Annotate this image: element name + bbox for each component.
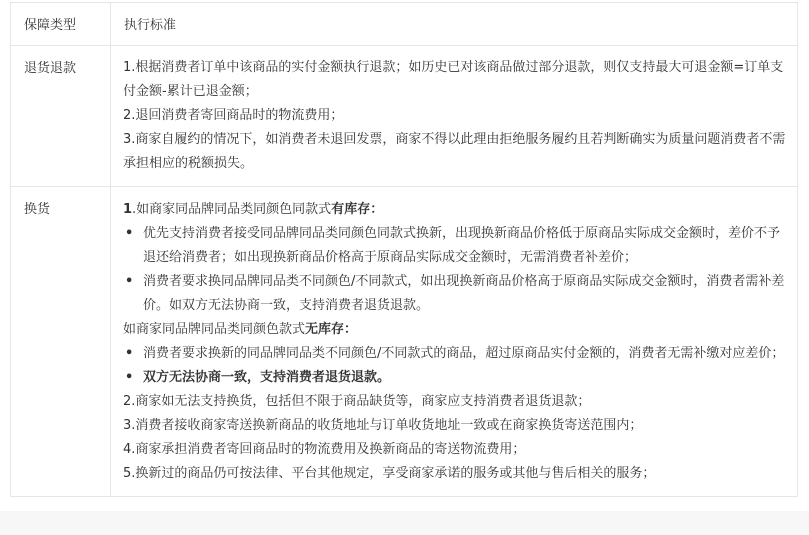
table-row-return-refund bbox=[11, 46, 798, 187]
rule-line: 4.商家承担消费者寄回商品时的物流费用及换新商品的寄送物流费用； bbox=[123, 442, 526, 457]
list-item bbox=[123, 222, 787, 270]
guarantee-table bbox=[10, 2, 798, 497]
list-item bbox=[123, 342, 787, 366]
bullet-text: 消费者要求换新的同品牌同品类不同颜色/不同款式的商品，超过原商品实付金额的，消费者无需补缴对应差价； bbox=[143, 346, 785, 361]
out-stock-text: 如商家同品牌同品类同颜色款式 bbox=[123, 322, 306, 337]
rule-line: 5.换新过的商品仍可按法律、平台其他规定，享受商家承诺的服务或其他与售后相关的服务； bbox=[123, 466, 656, 481]
in-stock-bold: 有库存 bbox=[331, 202, 371, 217]
type-label: 换货 bbox=[24, 202, 51, 217]
table-row-exchange bbox=[11, 187, 798, 497]
header-cell-type bbox=[11, 3, 111, 46]
bullet-text-bold: 双方无法协商一致，支持消费者退货退款。 bbox=[143, 370, 391, 385]
bottom-background-strip bbox=[0, 511, 809, 535]
rule-line: 3.商家自履约的情况下，如消费者未退回发票，商家不得以此理由拒绝服务履约且若判断确实为质量问题消费者不需承担相应的税额损失。 bbox=[123, 132, 786, 171]
standard-cell bbox=[111, 187, 798, 497]
bullet-icon: • bbox=[125, 370, 134, 385]
in-stock-text: .如商家同品牌同品类同颜色同款式 bbox=[132, 202, 332, 217]
list-item bbox=[123, 366, 787, 390]
bullet-icon: • bbox=[125, 226, 134, 241]
bullet-icon: • bbox=[125, 274, 134, 289]
rule-line: 2.退回消费者寄回商品时的物流费用； bbox=[123, 108, 344, 123]
standard-cell bbox=[111, 46, 798, 187]
header-standard-label: 执行标准 bbox=[124, 18, 177, 33]
bullet-icon: • bbox=[125, 346, 134, 361]
type-label: 退货退款 bbox=[24, 61, 77, 76]
bullet-text: 消费者要求换同品牌同品类不同颜色/不同款式，如出现换新商品价格高于原商品实际成交金额时，消费者需补差价。如双方无法协商一致，支持消费者退货退款。 bbox=[143, 274, 785, 313]
out-stock-heading bbox=[123, 318, 787, 342]
rule-line: 1.根据消费者订单中该商品的实付金额执行退款；如历史已对该商品做过部分退款，则仅支持最大可退金额=订单支付金额-累计已退金额； bbox=[123, 60, 784, 99]
list-item bbox=[123, 270, 787, 318]
type-cell bbox=[11, 187, 111, 497]
in-stock-colon: ： bbox=[370, 202, 384, 217]
type-cell bbox=[11, 46, 111, 187]
bullet-text: 优先支持消费者接受同品牌同品类同颜色同款式换新，出现换新商品价格低于原商品实际成交金额时，差价不予退还给消费者；如出现换新商品价格高于原商品实际成交金额时，无需消费者补差价； bbox=[143, 226, 781, 265]
rule-line: 2.商家如无法支持换货，包括但不限于商品缺货等，商家应支持消费者退货退款； bbox=[123, 394, 591, 409]
out-stock-colon: ： bbox=[344, 322, 358, 337]
in-stock-heading bbox=[123, 198, 787, 222]
rule-line: 3.消费者接收商家寄送换新商品的收货地址与订单收货地址一致或在商家换货寄送范围内； bbox=[123, 418, 643, 433]
header-type-label: 保障类型 bbox=[24, 18, 77, 33]
out-stock-bold: 无库存 bbox=[305, 322, 345, 337]
table-header-row bbox=[11, 3, 798, 46]
in-stock-number: 1 bbox=[123, 202, 133, 217]
header-cell-standard bbox=[111, 3, 798, 46]
